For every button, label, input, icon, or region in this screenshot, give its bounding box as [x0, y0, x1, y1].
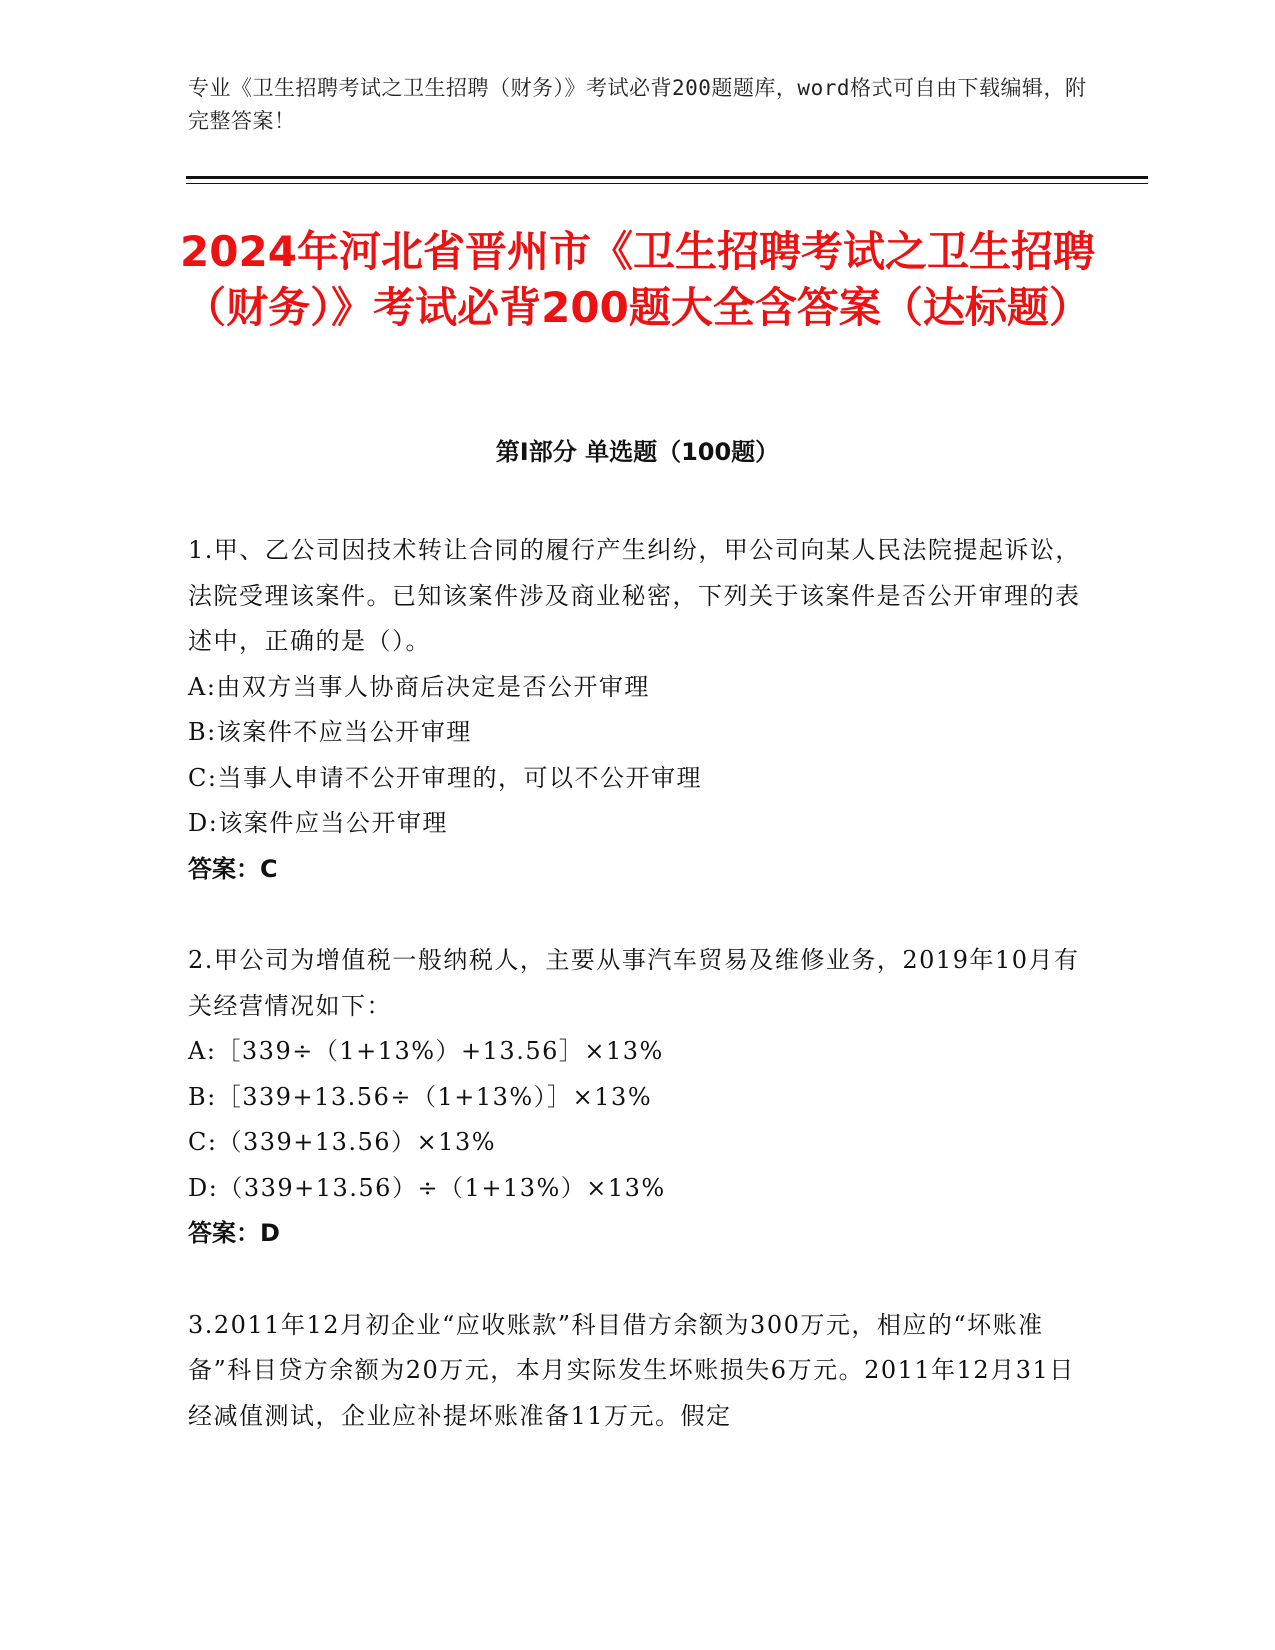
- answer-line: 答案：D: [188, 1219, 280, 1247]
- section-title: 第I部分 单选题（100题）: [495, 438, 780, 466]
- option-b: B:该案件不应当公开审理: [188, 718, 472, 746]
- answer-line: 答案：C: [188, 854, 278, 883]
- option-a: A:由双方当事人协商后决定是否公开审理: [188, 672, 650, 701]
- header-rule-thick: [186, 176, 1148, 179]
- header-rule-thin: [186, 183, 1148, 184]
- option-c: C:（339+13.56）×13%: [188, 1128, 497, 1156]
- question-stem: 1.甲、乙公司因技术转让合同的履行产生纠纷，甲公司向某人民法院提起诉讼，法院受理该案件。已知该案件涉及商业秘密，下列关于该案件是否公开审理的表述中，正确的是（）。: [188, 536, 1081, 655]
- option-b: B:［339+13.56÷（1+13%）］×13%: [188, 1082, 653, 1111]
- question-list: [188, 528, 1088, 1485]
- option-c: C:当事人申请不公开审理的，可以不公开审理: [188, 763, 702, 792]
- question-stem: 2.甲公司为增值税一般纳税人，主要从事汽车贸易及维修业务，2019年10月有关经营情况如下：: [188, 946, 1080, 1020]
- question-2: [188, 938, 1088, 1257]
- question-3: [188, 1303, 1088, 1440]
- option-a: A:［339÷（1+13%）+13.56］×13%: [188, 1037, 664, 1065]
- option-d: D:该案件应当公开审理: [188, 809, 448, 837]
- question-1: [188, 528, 1088, 892]
- option-d: D:（339+13.56）÷（1+13%）×13%: [188, 1173, 666, 1202]
- header-note: 专业《卫生招聘考试之卫生招聘（财务）》考试必背200题题库，word格式可自由下载编辑，附完整答案！: [188, 76, 1087, 133]
- question-stem: 3.2011年12月初企业“应收账款”科目借方余额为300万元，相应的“坏账准备”科目贷方余额为20万元，本月实际发生坏账损失6万元。2011年12月31日经减值测试，企业应补提坏账准备11万元。假定: [188, 1310, 1075, 1430]
- document-title: 2024年河北省晋州市《卫生招聘考试之卫生招聘（财务）》考试必背200题大全含答案（达标题）: [180, 227, 1095, 332]
